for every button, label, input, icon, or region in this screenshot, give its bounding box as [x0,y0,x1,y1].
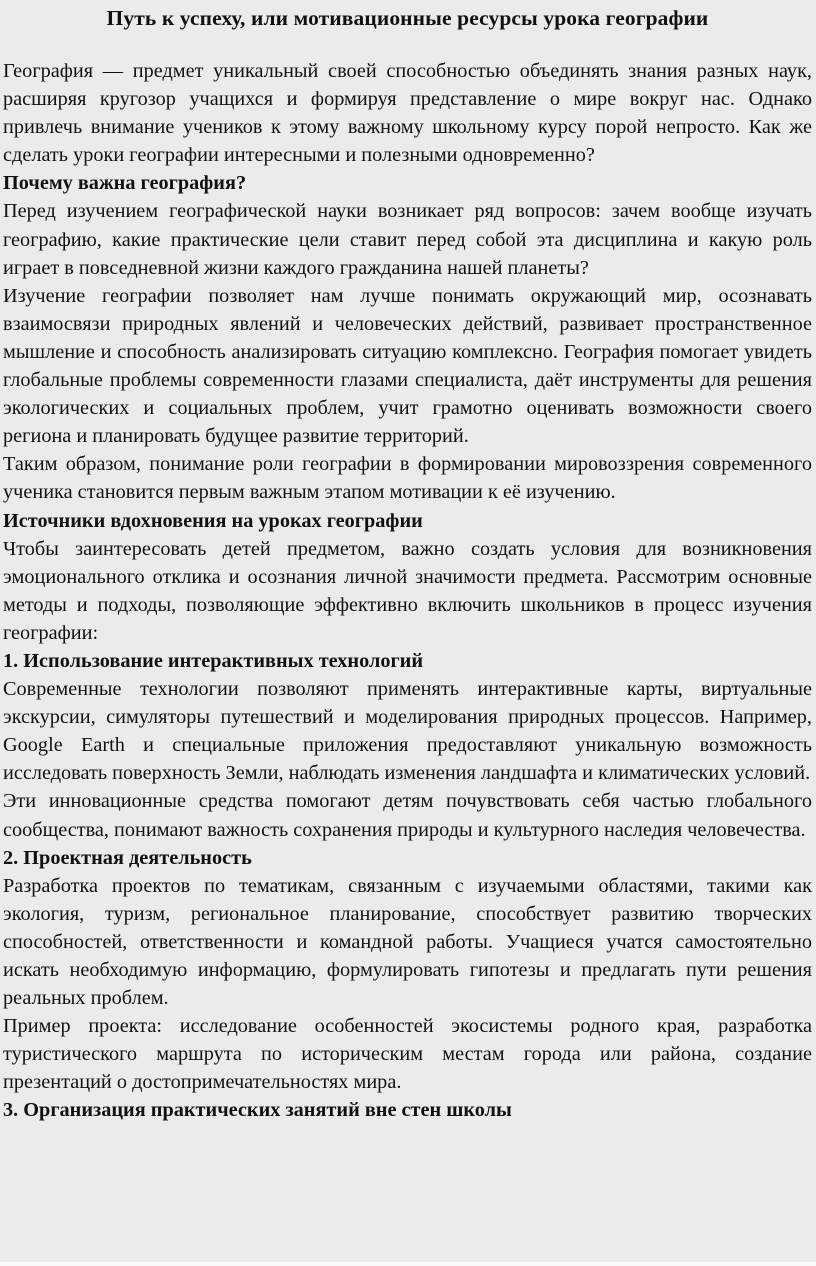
paragraph: Пример проекта: исследование особенностей экосистемы родного края, разработка туристического маршрута по историческим местам города или района, создание презентаций о достопримечательностях мира. [3,1015,812,1094]
document-title: Путь к успеху, или мотивационные ресурсы урока географии [106,6,709,30]
paragraph: Чтобы заинтересовать детей предметом, важно создать условия для возникновения эмоционального отклика и осознания личной значимости предмета. Рассмотрим основные методы и подходы, позволяющие эффективно включить школьников в процесс изучения географии: [3,537,812,644]
paragraph: Современные технологии позволяют применять интерактивные карты, виртуальные экскурсии, симуляторы путешествий и моделирования природных процессов. Например, Google Earth и специальные приложения предоставляют уникальную возможность исследовать поверхность Земли, наблюдать изменения ландшафта и климатических условий. [3,678,812,785]
section-heading: 2. Проектная деятельность [3,846,252,869]
document-body [3,57,812,1125]
paragraph: Разработка проектов по тематикам, связанным с изучаемыми областями, такими как экология, туризм, региональное планирование, способствует развитию творческих способностей, ответственности и командной работы. Учащиеся учатся самостоятельно искать необходимую информацию, формулировать гипотезы и предлагать пути решения реальных проблем. [3,874,812,1010]
section-heading: 1. Использование интерактивных технологий [3,649,424,672]
section-heading: Источники вдохновения на уроках географии [3,509,423,532]
page-bottom-edge [0,1262,816,1266]
paragraph: География — предмет уникальный своей способностью объединять знания разных наук, расширяя кругозор учащихся и формируя представление о мире вокруг нас. Однако привлечь внимание учеников к этому важному школьному курсу порой непросто. Как же сделать уроки географии интересными и полезными одновременно? [3,60,812,167]
paragraph: Перед изучением географической науки возникает ряд вопросов: зачем вообще изучать географию, какие практические цели ставит перед собой эта дисциплина и какую роль играет в повседневной жизни каждого гражданина нашей планеты? [3,200,812,279]
section-heading: 3. Организация практических занятий вне стен школы [3,1099,512,1122]
paragraph: Изучение географии позволяет нам лучше понимать окружающий мир, осознавать взаимосвязи природных явлений и человеческих действий, развивает пространственное мышление и способность анализировать ситуацию комплексно. География помогает увидеть глобальные проблемы современности глазами специалиста, даёт инструменты для решения экологических и социальных проблем, учит грамотно оценивать возможности своего региона и планировать будущее развитие территорий. [3,284,812,448]
section-heading: Почему важна география? [3,172,247,195]
paragraph: Эти инновационные средства помогают детям почувствовать себя частью глобального сообщества, понимают важность сохранения природы и культурного наследия человечества. [3,790,812,841]
paragraph: Таким образом, понимание роли географии в формировании мировоззрения современного ученика становится первым важным этапом мотивации к её изучению. [3,453,812,504]
